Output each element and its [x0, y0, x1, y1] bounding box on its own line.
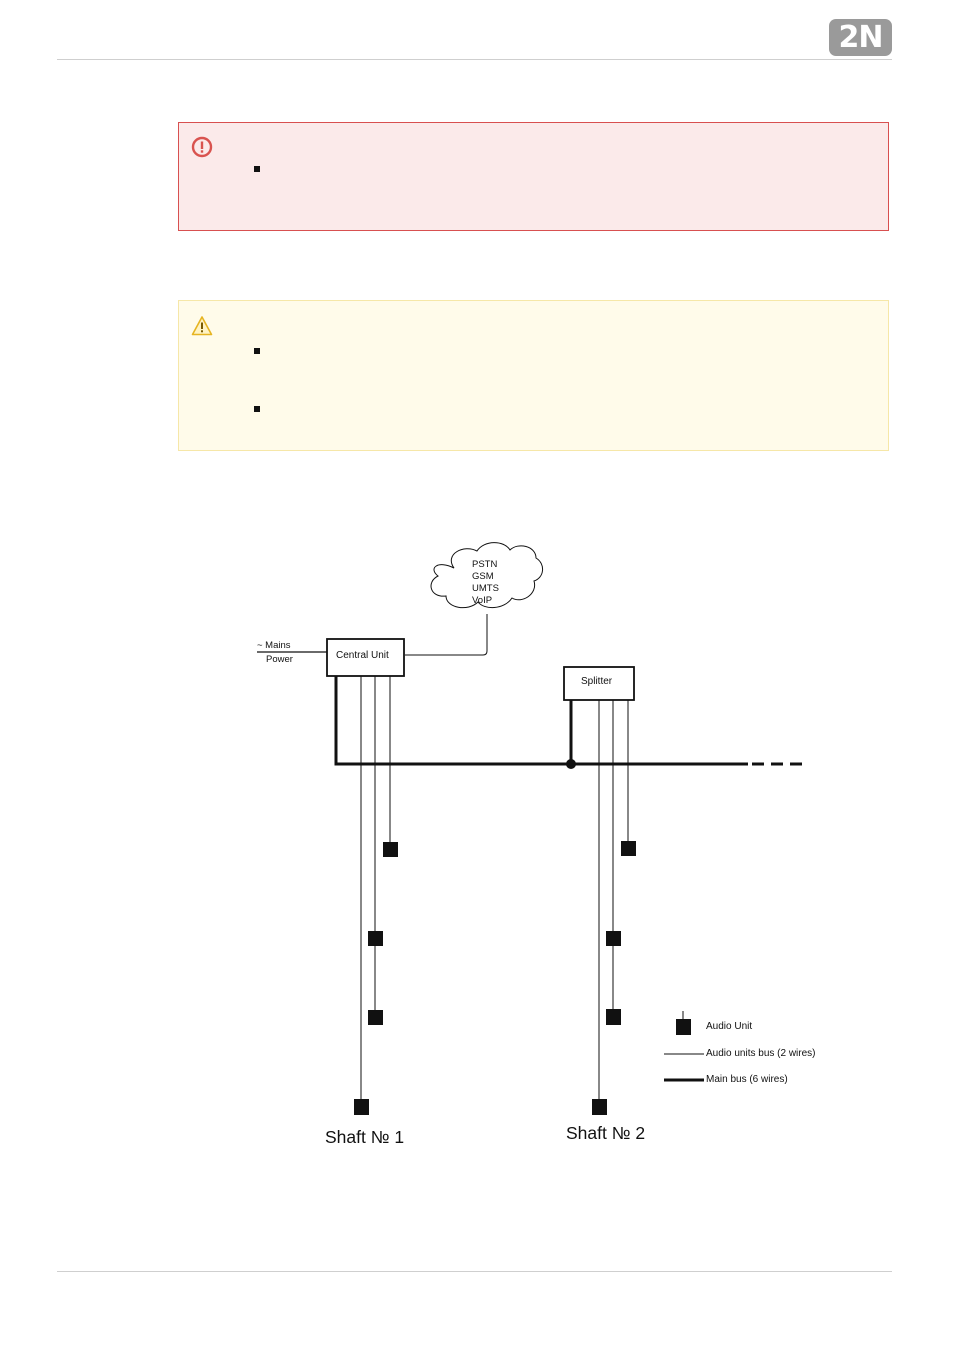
central-unit-label: Central Unit — [336, 650, 389, 661]
warning-triangle-icon — [191, 315, 213, 337]
audio-unit — [383, 842, 398, 857]
audio-unit — [592, 1099, 607, 1115]
bullet-marker — [254, 166, 260, 172]
cloud-label-umts: UMTS — [472, 583, 499, 594]
power-label: Power — [266, 654, 293, 665]
footer-divider — [57, 1271, 892, 1272]
cloud-label-pstn: PSTN — [472, 559, 498, 570]
error-circle-icon — [191, 136, 213, 158]
warning-notice — [178, 300, 889, 451]
splitter-label: Splitter — [581, 676, 613, 687]
lift-wiring-diagram — [232, 518, 832, 1154]
audio-unit — [368, 931, 383, 946]
header-divider — [57, 59, 892, 60]
shaft-1-label: Shaft № 1 — [325, 1127, 405, 1147]
main-bus-line — [336, 676, 748, 764]
mains-label: ~ Mains — [257, 640, 291, 651]
legend-audio-unit-label: Audio Unit — [706, 1021, 753, 1032]
error-notice — [178, 122, 889, 231]
audio-unit — [606, 1009, 621, 1025]
cloud-label-voip: VoIP — [472, 595, 493, 606]
cloud-label-gsm: GSM — [472, 571, 494, 582]
bullet-marker — [254, 406, 260, 412]
audio-unit — [354, 1099, 369, 1115]
bullet-marker — [254, 348, 260, 354]
audio-unit — [368, 1010, 383, 1025]
legend-main-bus-label: Main bus (6 wires) — [706, 1074, 788, 1085]
audio-unit — [606, 931, 621, 946]
legend-audio-unit — [676, 1019, 691, 1035]
bus-junction — [566, 759, 576, 769]
shaft-2-label: Shaft № 2 — [566, 1123, 646, 1143]
brand-logo: 2N — [829, 19, 892, 56]
audio-unit — [621, 841, 636, 856]
network-link — [405, 614, 487, 655]
legend-audio-bus-label: Audio units bus (2 wires) — [706, 1048, 816, 1059]
